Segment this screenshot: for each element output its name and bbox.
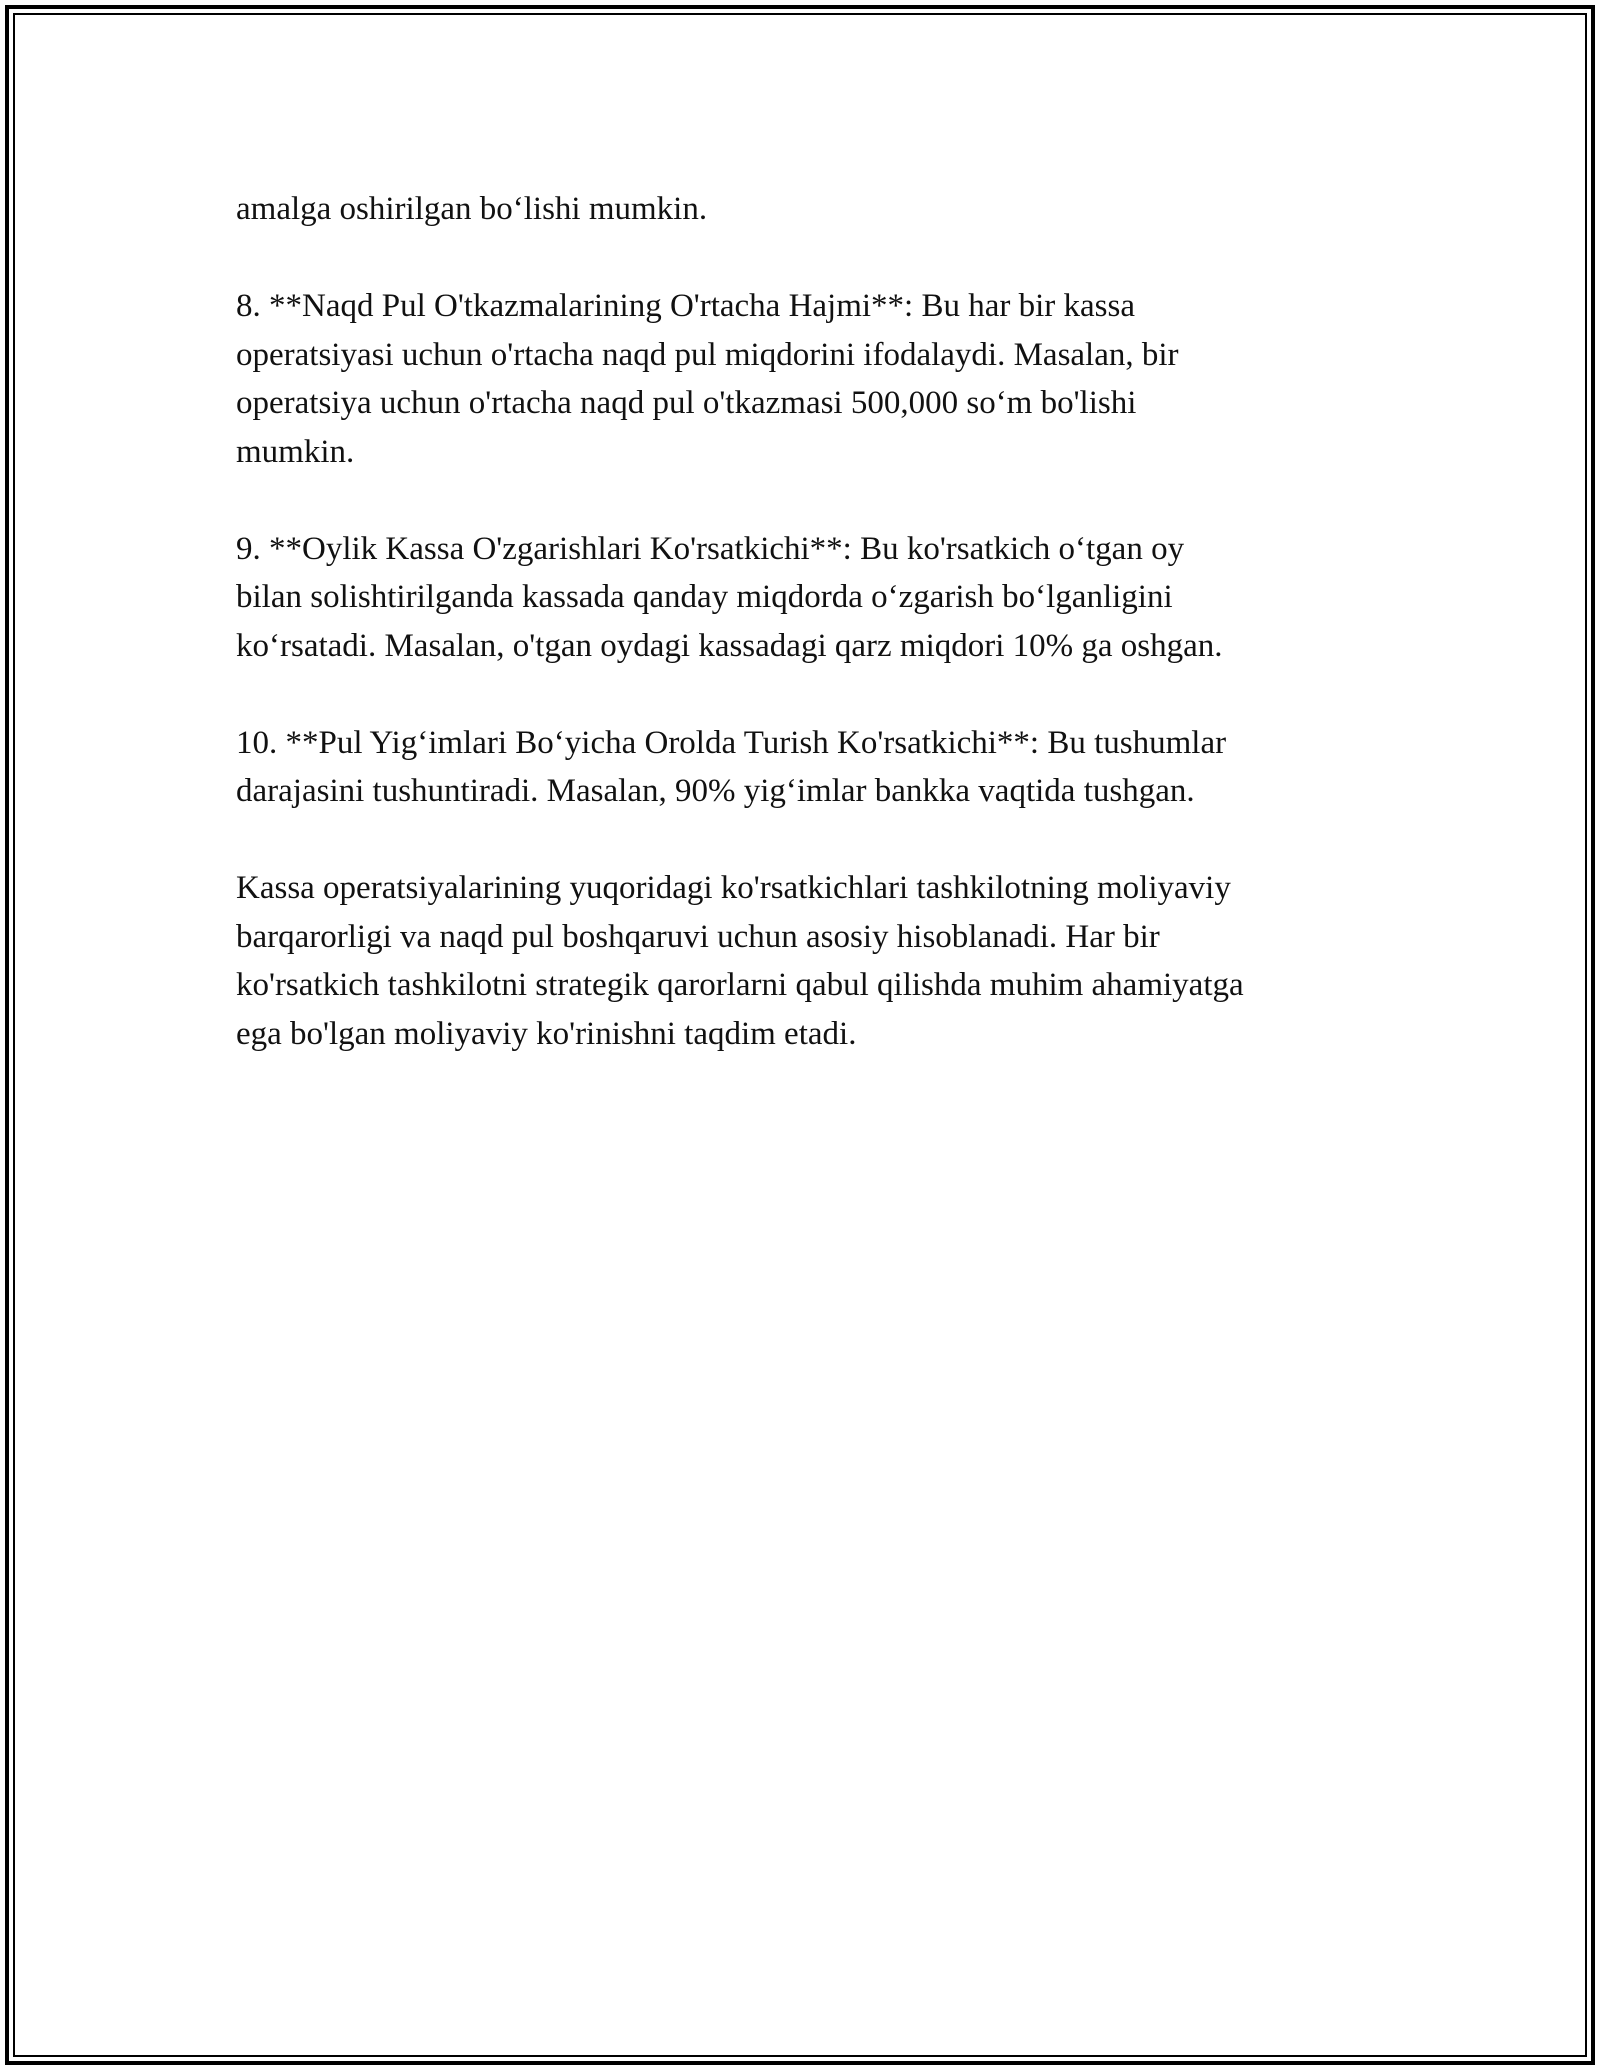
document-body [236, 185, 1366, 1107]
text-line: 9. **Oylik Kassa O'zgarishlari Ko'rsatkichi**: Bu ko'rsatkich o‘tgan oy [236, 530, 1185, 567]
paragraph-conclusion [236, 864, 1366, 1058]
text-line: operatsiya uchun o'rtacha naqd pul o'tkazmasi 500,000 so‘m bo'lishi [236, 385, 1137, 421]
text-line: ko‘rsatadi. Masalan, o'tgan oydagi kassadagi qarz miqdori 10% ga oshgan. [236, 627, 1223, 664]
text-line: ega bo'lgan moliyaviy ko'rinishni taqdim etadi. [236, 1015, 857, 1052]
text-line: barqarorligi va naqd pul boshqaruvi uchun asosiy hisoblanadi. Har bir [236, 918, 1160, 955]
text-line: Kassa operatsiyalarining yuqoridagi ko'rsatkichlari tashkilotning moliyaviy [236, 870, 1231, 906]
text-line: amalga oshirilgan bo‘lishi mumkin. [236, 191, 708, 227]
text-line: 10. **Pul Yig‘imlari Bo‘yicha Orolda Turish Ko'rsatkichi**: Bu tushumlar [236, 724, 1227, 761]
text-line: ko'rsatkich tashkilotni strategik qarorlarni qabul qilishda muhim ahamiyatga [236, 967, 1244, 1003]
paragraph-item-10 [236, 719, 1366, 816]
text-line: mumkin. [236, 433, 355, 470]
text-line: bilan solishtirilganda kassada qanday miqdorda o‘zgarish bo‘lganligini [236, 579, 1173, 615]
paragraph-item-9 [236, 525, 1366, 671]
paragraph-item-8 [236, 282, 1366, 476]
text-line: operatsiyasi uchun o'rtacha naqd pul miqdorini ifodalaydi. Masalan, bir [236, 336, 1179, 373]
text-line: darajasini tushuntiradi. Masalan, 90% yig‘imlar bankka vaqtida tushgan. [236, 773, 1195, 809]
text-line: 8. **Naqd Pul O'tkazmalarining O'rtacha Hajmi**: Bu har bir kassa [236, 288, 1136, 324]
paragraph-continuation [236, 185, 1366, 234]
